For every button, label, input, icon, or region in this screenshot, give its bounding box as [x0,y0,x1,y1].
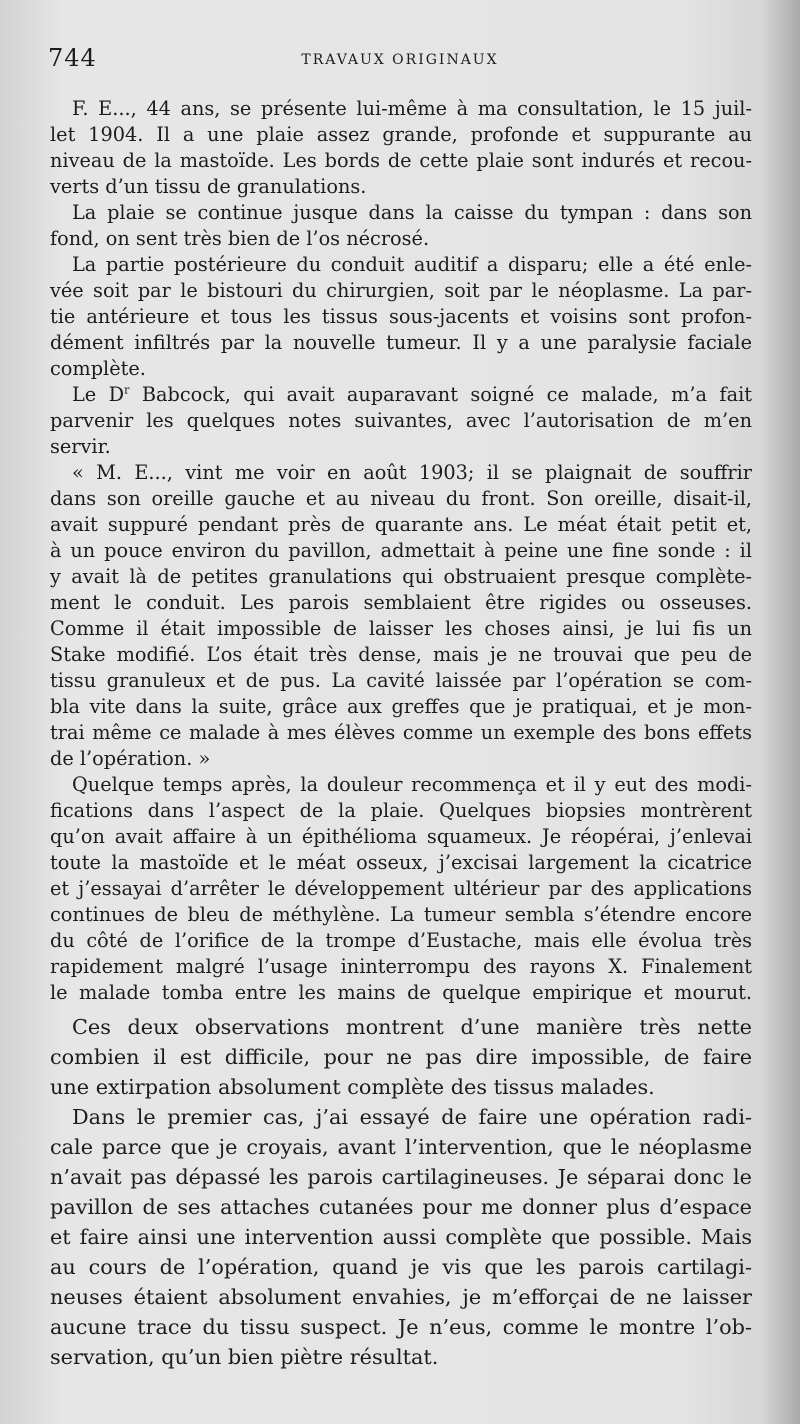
text-line: neuses étaient absolument envahies, je m’efforçai de ne laisser [50,1285,752,1309]
text-line: et faire ainsi une intervention aussi complète que possible. Mais [50,1225,752,1249]
page-number: 744 [48,44,97,72]
dr-superscript: r [124,383,130,397]
text-line-dr [50,382,752,408]
dr-line-rest: Babcock, qui avait auparavant soigné ce malade, m’a fait [141,383,752,406]
text-line: F. E..., 44 ans, se présente lui-même à ma consultation, le 15 juil- [72,97,752,120]
text-line: complète. [50,357,146,380]
text-line: qu’on avait affaire à un épithélioma squameux. Je réopérai, j’enlevai [50,825,752,848]
text-line: dément infiltrés par la nouvelle tumeur. Il y a une paralysie faciale [50,331,752,354]
text-line: du côté de l’orifice de la trompe d’Eustache, mais elle évolua très [50,929,752,952]
text-line: n’avait pas dépassé les parois cartilagineuses. Je séparai donc le [50,1165,752,1189]
text-line: servation, qu’un bien piètre résultat. [50,1345,439,1369]
text-line: cale parce que je croyais, avant l’intervention, que le néoplasme [50,1135,752,1159]
text-line: y avait là de petites granulations qui obstruaient presque complète- [50,565,752,588]
text-line: Dans le premier cas, j’ai essayé de faire une opération radi- [72,1105,752,1129]
text-line: toute la mastoïde et le méat osseux, j’excisai largement la cicatrice [50,851,752,874]
text-line: de l’opération. » [50,747,211,770]
text-line: trai même ce malade à mes élèves comme un exemple des bons effets [50,721,752,744]
text-line: à un pouce environ du pavillon, admettait à peine une fine sonde : il [50,539,752,562]
text-line: Stake modifié. L’os était très dense, mais je ne trouvai que peu de [50,643,752,666]
text-line: Quelque temps après, la douleur recommença et il y eut des modi- [72,773,752,796]
text-line: vée soit par le bistouri du chirurgien, soit par le néoplasme. La par- [50,279,752,302]
text-line: tie antérieure et tous les tissus sous-jacents et voisins sont profon- [50,305,752,328]
text-line: combien il est difficile, pour ne pas dire impossible, de faire [50,1045,752,1069]
text-line: bla vite dans la suite, grâce aux greffes que je pratiquai, et je mon- [50,695,752,718]
text-line: continues de bleu de méthylène. La tumeur sembla s’étendre encore [50,903,752,926]
text-line: La partie postérieure du conduit auditif a disparu; elle a été enle- [72,253,752,276]
text-line: Comme il était impossible de laisser les choses ainsi, je lui fis un [50,617,752,640]
text-line: Ces deux observations montrent d’une manière très nette [72,1015,752,1039]
text-line: pavillon de ses attaches cutanées pour me donner plus d’espace [50,1195,752,1219]
text-line: une extirpation absolument complète des tissus malades. [50,1075,655,1099]
text-line: dans son oreille gauche et au niveau du front. Son oreille, disait-il, [50,487,752,510]
text-line: le malade tomba entre les mains de quelque empirique et mourut. [50,981,752,1004]
text-line: fond, on sent très bien de l’os nécrosé. [50,227,430,250]
text-line: niveau de la mastoïde. Les bords de cette plaie sont indurés et recou- [50,149,752,172]
text-line: fications dans l’aspect de la plaie. Quelques biopsies montrèrent [50,799,752,822]
text-line: tissu granuleux et de pus. La cavité laissée par l’opération se com- [50,669,752,692]
text-line: parvenir les quelques notes suivantes, avec l’autorisation de m’en [50,409,752,432]
text-line: rapidement malgré l’usage ininterrompu des rayons X. Finalement [50,955,752,978]
text-line: La plaie se continue jusque dans la caisse du tympan : dans son [72,201,752,224]
page-header [48,44,752,74]
text-line: « M. E..., vint me voir en août 1903; il se plaignait de souffrir [72,461,752,484]
dr-prefix: Le D [72,383,125,406]
text-line: aucune trace du tissu suspect. Je n’eus, comme le montre l’ob- [50,1315,752,1339]
text-line: let 1904. Il a une plaie assez grande, profonde et suppurante au [50,123,752,146]
text-line: au cours de l’opération, quand je vis que les parois cartilagi- [50,1255,752,1279]
running-title: TRAVAUX ORIGINAUX [301,52,499,68]
text-line: et j’essayai d’arrêter le développement ultérieur par des applications [50,877,752,900]
page-edge-shadow [762,0,800,1424]
text-line: ment le conduit. Les parois semblaient être rigides ou osseuses. [50,591,752,614]
text-line: verts d’un tissu de granulations. [50,175,367,198]
text-line: avait suppuré pendant près de quarante ans. Le méat était petit et, [50,513,752,536]
text-line: servir. [50,435,111,458]
